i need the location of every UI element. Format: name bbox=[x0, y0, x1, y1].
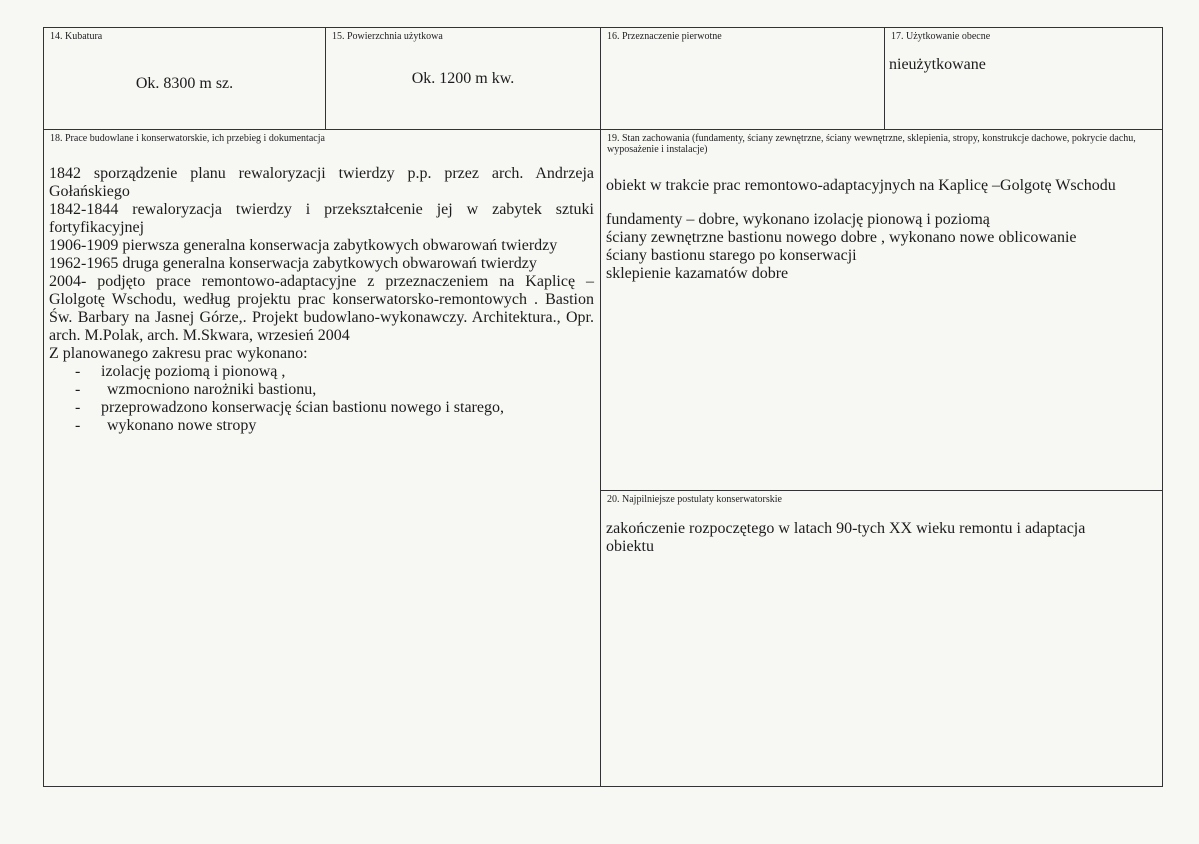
field-19-line: sklepienie kazamatów dobre bbox=[606, 265, 789, 282]
field-15-powierzchnia bbox=[325, 27, 601, 130]
field-17-label: 17. Użytkowanie obecne bbox=[891, 31, 991, 42]
field-18-prace bbox=[43, 129, 601, 787]
field-19-line: fundamenty – dobre, wykonano izolację pionową i poziomą bbox=[606, 211, 990, 228]
field-20-label: 20. Najpilniejsze postulaty konserwatorskie bbox=[607, 494, 782, 505]
field-19-lead: obiekt w trakcie prac remontowo-adaptacyjnych na Kaplicę –Golgotę Wschodu bbox=[606, 177, 1116, 194]
field-18-paragraph: 2004- podjęto prace remontowo-adaptacyjne z przeznaczeniem na Kaplicę –Glolgotę Wschodu, według projektu prac konserwatorsko-remontowych . Bastion Św. Barbary na Jasnej Górze,. Projekt budowlano-wykonawczy. Architektura., Opr. arch. M.Polak, arch. M.Skwara, wrzesień 2004 bbox=[49, 273, 594, 344]
field-20-postulaty bbox=[600, 490, 1163, 787]
list-item: - przeprowadzono konserwację ścian bastionu nowego i starego, bbox=[49, 399, 594, 417]
field-15-value: Ok. 1200 m kw. bbox=[411, 70, 515, 87]
field-14-kubatura bbox=[43, 27, 326, 130]
field-15-label: 15. Powierzchnia użytkowa bbox=[332, 31, 443, 42]
field-19-label: 19. Stan zachowania (fundamenty, ściany zewnętrzne, ściany wewnętrzne, sklepienia, stropy, konstrukcje dachowe, pokrycie dachu, wyposażenie i instalacje) bbox=[607, 133, 1136, 155]
field-18-paragraph: 1842 sporządzenie planu rewaloryzacji twierdzy p.p. przez arch. Andrzeja Gołańskiego bbox=[49, 165, 594, 200]
list-item: - wzmocniono narożniki bastionu, bbox=[49, 381, 594, 399]
list-item: - izolację poziomą i pionową , bbox=[49, 363, 594, 381]
field-17-uzytkowanie bbox=[884, 27, 1163, 130]
field-19-lines bbox=[606, 211, 1158, 283]
field-17-value: nieużytkowane bbox=[889, 56, 986, 73]
list-item: - wykonano nowe stropy bbox=[49, 417, 594, 435]
field-20-value: zakończenie rozpoczętego w latach 90-tych XX wieku remontu i adaptacja obiektu bbox=[606, 520, 1086, 555]
field-18-paragraph: 1962-1965 druga generalna konserwacja zabytkowych obwarowań twierdzy bbox=[49, 255, 537, 272]
field-19-line: ściany zewnętrzne bastionu nowego dobre , wykonano nowe oblicowanie bbox=[606, 229, 1077, 246]
field-18-paragraph: Z planowanego zakresu prac wykonano: bbox=[49, 345, 308, 362]
field-14-label: 14. Kubatura bbox=[50, 31, 103, 42]
field-18-paragraph: 1906-1909 pierwsza generalna konserwacja zabytkowych obwarowań twierdzy bbox=[49, 237, 558, 254]
field-18-body bbox=[49, 165, 594, 435]
field-16-przeznaczenie bbox=[600, 27, 885, 130]
field-19-stan-zachowania bbox=[600, 129, 1163, 491]
field-18-bullet-list bbox=[49, 363, 594, 435]
field-18-paragraph: 1842-1844 rewaloryzacja twierdzy i przekształcenie jej w zabytek sztuki fortyfikacyjnej bbox=[49, 201, 594, 236]
field-16-label: 16. Przeznaczenie pierwotne bbox=[607, 31, 722, 42]
field-14-value: Ok. 8300 m sz. bbox=[135, 75, 234, 92]
field-19-line: ściany bastionu starego po konserwacji bbox=[606, 247, 857, 264]
field-18-label: 18. Prace budowlane i konserwatorskie, ich przebieg i dokumentacja bbox=[50, 133, 325, 144]
